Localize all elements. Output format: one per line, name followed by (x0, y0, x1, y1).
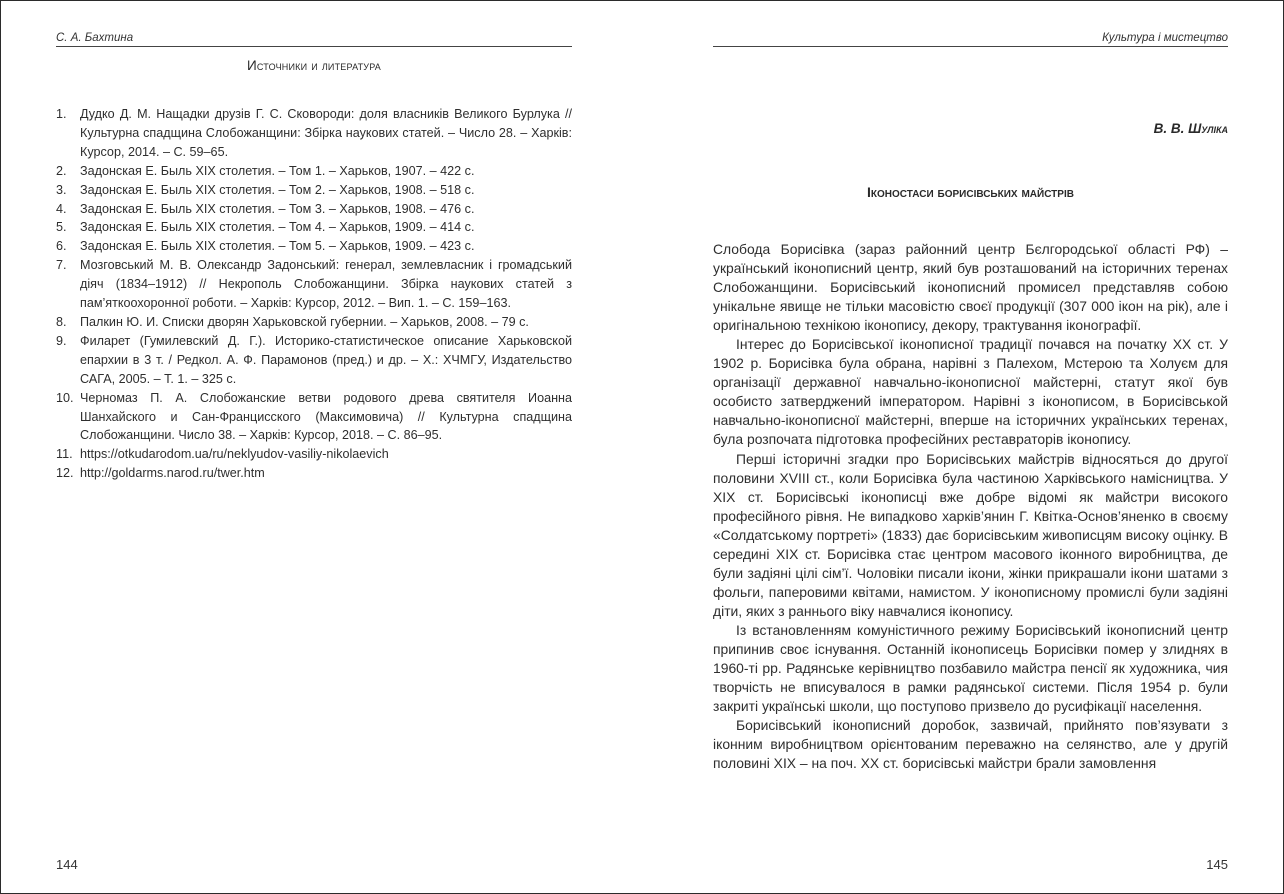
reference-text: Задонская Е. Быль XIX столетия. – Том 3. – Харьков, 1908. – 476 с. (80, 201, 475, 216)
article-title: Іконостаси борисівських майстрів (867, 184, 1074, 200)
article-author: В. В. Шуліка (1153, 121, 1228, 136)
body-paragraph: Слобода Борисівка (зараз районний центр Бєлгородської області РФ) – український іконописний центр, який був розташований на історичних теренах Слобожанщини. Борисівський іконописний промисел представляв собою унікальне явище не тільки масовістю своєї продукції (307 000 ікон на рік), але і оригінальною технікою іконопису, декору, трактування іконографії. (713, 241, 1228, 334)
reference-number: 11. (56, 447, 73, 462)
reference-text: Задонская Е. Быль XIX столетия. – Том 5. – Харьков, 1909. – 423 с. (80, 239, 475, 254)
reference-number: 12. (56, 466, 74, 481)
article-body (713, 240, 1228, 773)
reference-item (56, 218, 572, 237)
page-number: 145 (1206, 857, 1228, 872)
reference-item (56, 332, 572, 389)
reference-item (56, 162, 572, 181)
reference-text: Задонская Е. Быль XIX столетия. – Том 2. – Харьков, 1908. – 518 с. (80, 182, 475, 197)
reference-item[interactable] (56, 464, 572, 483)
reference-list (56, 105, 572, 483)
reference-number: 5. (56, 220, 67, 235)
running-head-author: С. А. Бахтина (56, 32, 134, 44)
reference-number: 3. (56, 182, 67, 197)
reference-number: 8. (56, 314, 67, 329)
reference-text: Задонская Е. Быль XIX столетия. – Том 4. – Харьков, 1909. – 414 с. (80, 220, 475, 235)
reference-item[interactable] (56, 445, 572, 464)
header-rule (713, 46, 1228, 47)
body-paragraph: Перші історичні згадки про Борисівських майстрів відносяться до другої половини XVIII ст., коли Борисівка була частиною Харківського намісництва. У XIX ст. Борисівські іконописці вже добре відомі як майстри високого професійного рівня. Не випадково харків’янин Г. Квітка-Основ’яненко в своєму «Солдатському портреті» (1833) дає борисівським живописцям високу оцінку. В середині XIX ст. Борисівка стає центром масового іконного виробництва, де були задіяні цілі сім’ї. Чоловіки писали ікони, жінки прикрашали ікони шатами з фольги, паперовими квітами, намистом. У іконописному промислі були задіяні діти, яких з раннього віку навчалися іконопису. (713, 450, 1228, 619)
reference-link[interactable]: https://otkudarodom.ua/ru/neklyudov-vasiliy-nikolaevich (80, 447, 389, 462)
reference-text: Палкин Ю. И. Списки дворян Харьковской губернии. – Харьков, 2008. – 79 с. (80, 314, 529, 329)
reference-number: 10. (56, 390, 74, 405)
body-paragraph: Інтерес до Борисівської іконописної традиції почався на початку XX ст. У 1902 р. Борисівка була обрана, нарівні з Палехом, Мстерою та Холуєм для організації державної навчально-іконописної майстерні, статут якої був особисто затверджений імператором. Нарівні з іконописом, в Борисівськой навчально-іконописної майстерні, вперше на історичних українських теренах, була розпочата підготовка професійних реставраторів іконопису. (713, 336, 1228, 448)
right-page (713, 1, 1228, 893)
section-title: Источники и литература (246, 58, 382, 73)
reference-text: Задонская Е. Быль XIX столетия. – Том 1. – Харьков, 1907. – 422 с. (80, 163, 475, 178)
reference-number: 4. (56, 201, 67, 216)
reference-text: Филарет (Гумилевский Д. Г.). Историко-статистическое описание Харьковской епархии в 3 т. / Редкол. А. Ф. Парамонов (пред.) и др. – Х.: ХЧМГУ, Издательство САГА, 2005. – Т. 1. – 325 с. (80, 333, 572, 386)
reference-number: 2. (56, 163, 67, 178)
running-head-section: Культура і мистецтво (1102, 32, 1228, 44)
page-number: 144 (56, 857, 78, 872)
reference-item (56, 237, 572, 256)
reference-text: Дудко Д. М. Нащадки друзів Г. С. Сковороди: доля власників Великого Бурлука // Культурна спадщина Слобожанщини: Збірка наукових статей. – Число 28. – Харків: Курсор, 2014. – С. 59–65. (80, 107, 572, 159)
body-paragraph: Борисівський іконописний доробок, зазвичай, прийнято пов’язувати з іконним виробництвом орієнтованим переважно на селянство, але у другій половині XIX – на поч. XX ст. борисівські майстри брали замовлення (713, 717, 1228, 772)
reference-number: 1. (56, 107, 67, 121)
reference-item (56, 105, 572, 162)
reference-item (56, 181, 572, 200)
reference-item (56, 389, 572, 446)
reference-text: Мозговський М. В. Олександр Задонський: генерал, землевласник і громадський діяч (1834–1912) // Некрополь Слобожанщини. Збірка наукових статей з пам’яткоохоронної роботи. – Харків: Курсор, 2012. – Вип. 1. – С. 159–163. (80, 258, 572, 311)
reference-number: 7. (56, 258, 67, 273)
reference-item (56, 200, 572, 219)
reference-text: Черномаз П. А. Слобожанские ветви родового древа святителя Иоанна Шанхайского и Сан-Францисского (Максимовича) // Культурна спадщина Слобожанщини. Число 38. – Харків: Курсор, 2018. – С. 86–95. (80, 390, 572, 443)
left-page (56, 1, 572, 893)
reference-item (56, 313, 572, 332)
reference-link[interactable]: http://goldarms.narod.ru/twer.htm (80, 466, 265, 481)
header-rule (56, 46, 572, 47)
reference-item (56, 256, 572, 313)
reference-number: 9. (56, 333, 67, 348)
body-paragraph: Із встановленням комуністичного режиму Борисівський іконописний центр припинив своє існування. Останній іконописець Борисівки помер у злиднях в 1960-ті рр. Радянське керівництво позбавило майстра пенсії як художника, чия творчість не вписувалося в рамки радянської системи. Після 1954 р. були закриті українські школи, що поступово призвело до русифікації населення. (713, 621, 1228, 715)
reference-number: 6. (56, 239, 67, 254)
